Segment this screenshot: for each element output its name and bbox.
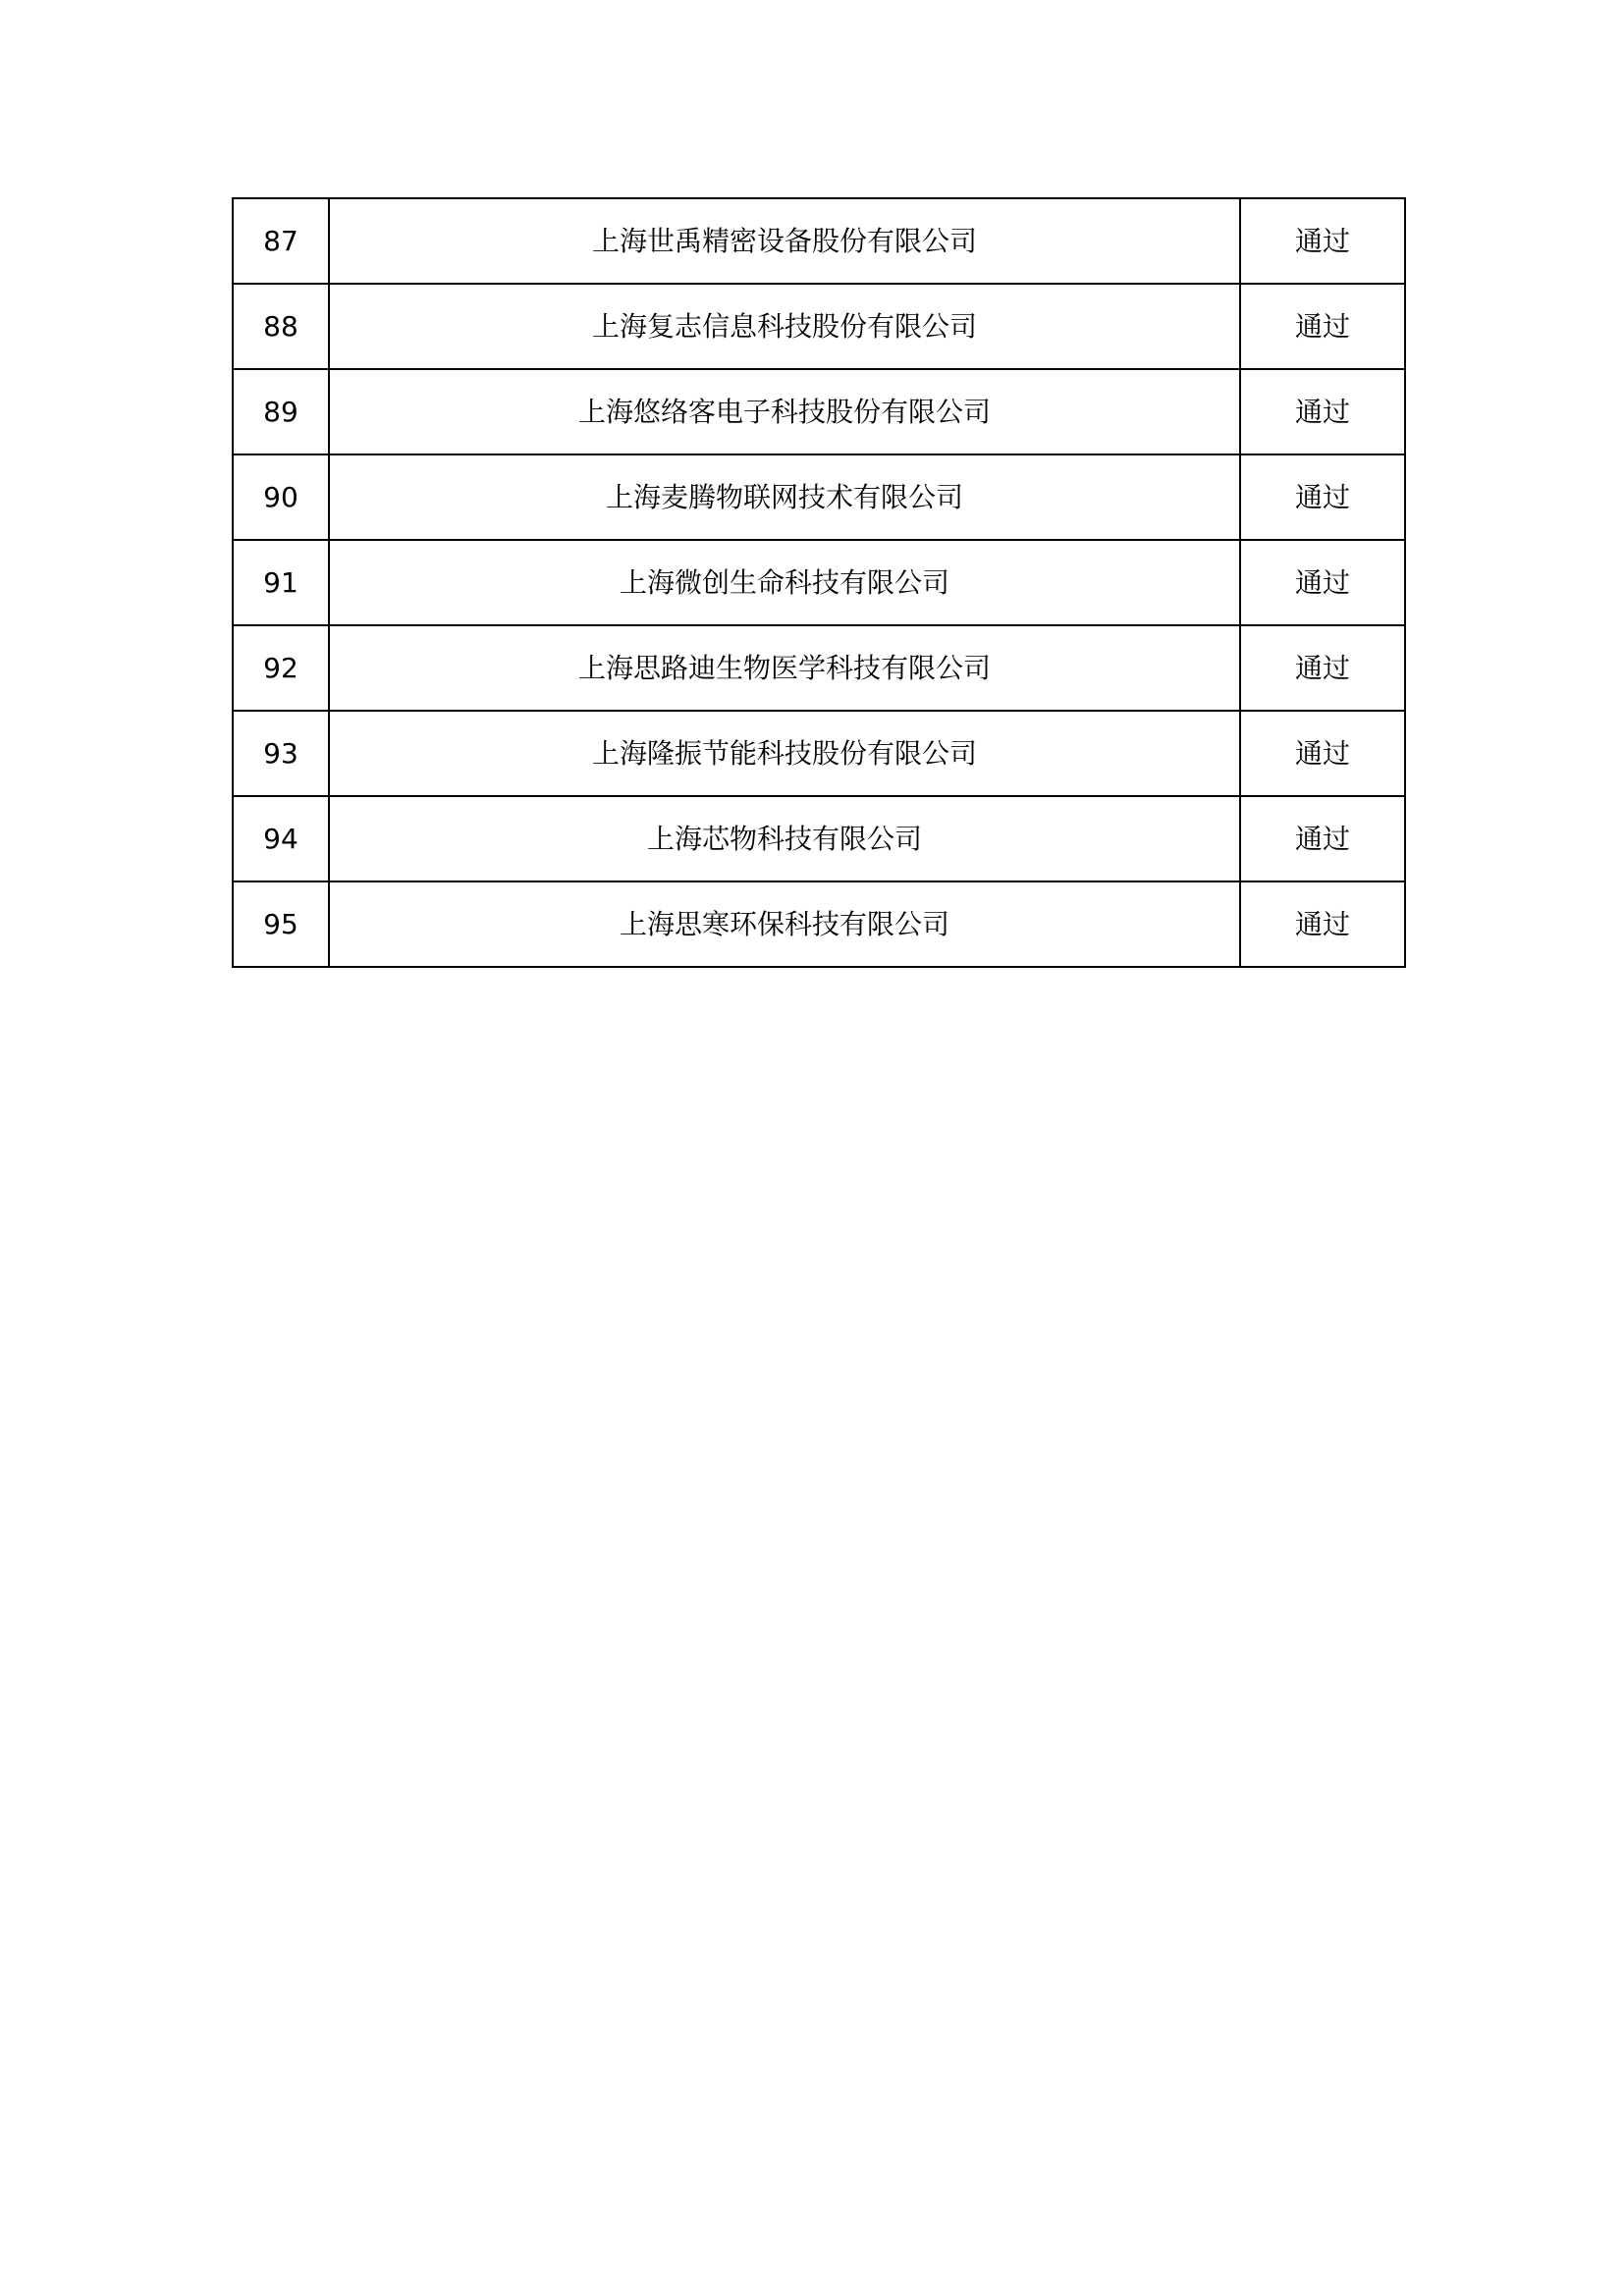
result-cell: 通过 <box>1240 454 1405 540</box>
table-row <box>233 198 1405 284</box>
table-row <box>233 625 1405 711</box>
result-cell: 通过 <box>1240 625 1405 711</box>
row-number-cell: 89 <box>233 369 329 454</box>
result-cell: 通过 <box>1240 540 1405 625</box>
company-name-cell: 上海悠络客电子科技股份有限公司 <box>329 369 1240 454</box>
table-row <box>233 540 1405 625</box>
row-number-cell: 94 <box>233 796 329 881</box>
results-table-body <box>233 198 1405 967</box>
company-name-cell: 上海芯物科技有限公司 <box>329 796 1240 881</box>
row-number-cell: 92 <box>233 625 329 711</box>
result-cell: 通过 <box>1240 881 1405 967</box>
row-number-cell: 87 <box>233 198 329 284</box>
result-cell: 通过 <box>1240 711 1405 796</box>
row-number-cell: 88 <box>233 284 329 369</box>
row-number-cell: 91 <box>233 540 329 625</box>
company-name-cell: 上海麦腾物联网技术有限公司 <box>329 454 1240 540</box>
table-row <box>233 454 1405 540</box>
result-cell: 通过 <box>1240 796 1405 881</box>
company-name-cell: 上海隆振节能科技股份有限公司 <box>329 711 1240 796</box>
results-table <box>232 197 1406 968</box>
table-row <box>233 796 1405 881</box>
table-row <box>233 284 1405 369</box>
row-number-cell: 90 <box>233 454 329 540</box>
table-row <box>233 369 1405 454</box>
company-name-cell: 上海微创生命科技有限公司 <box>329 540 1240 625</box>
company-name-cell: 上海思路迪生物医学科技有限公司 <box>329 625 1240 711</box>
result-cell: 通过 <box>1240 284 1405 369</box>
company-name-cell: 上海复志信息科技股份有限公司 <box>329 284 1240 369</box>
table-row <box>233 711 1405 796</box>
result-cell: 通过 <box>1240 198 1405 284</box>
company-name-cell: 上海思寒环保科技有限公司 <box>329 881 1240 967</box>
row-number-cell: 93 <box>233 711 329 796</box>
table-row <box>233 881 1405 967</box>
company-name-cell: 上海世禹精密设备股份有限公司 <box>329 198 1240 284</box>
row-number-cell: 95 <box>233 881 329 967</box>
result-cell: 通过 <box>1240 369 1405 454</box>
